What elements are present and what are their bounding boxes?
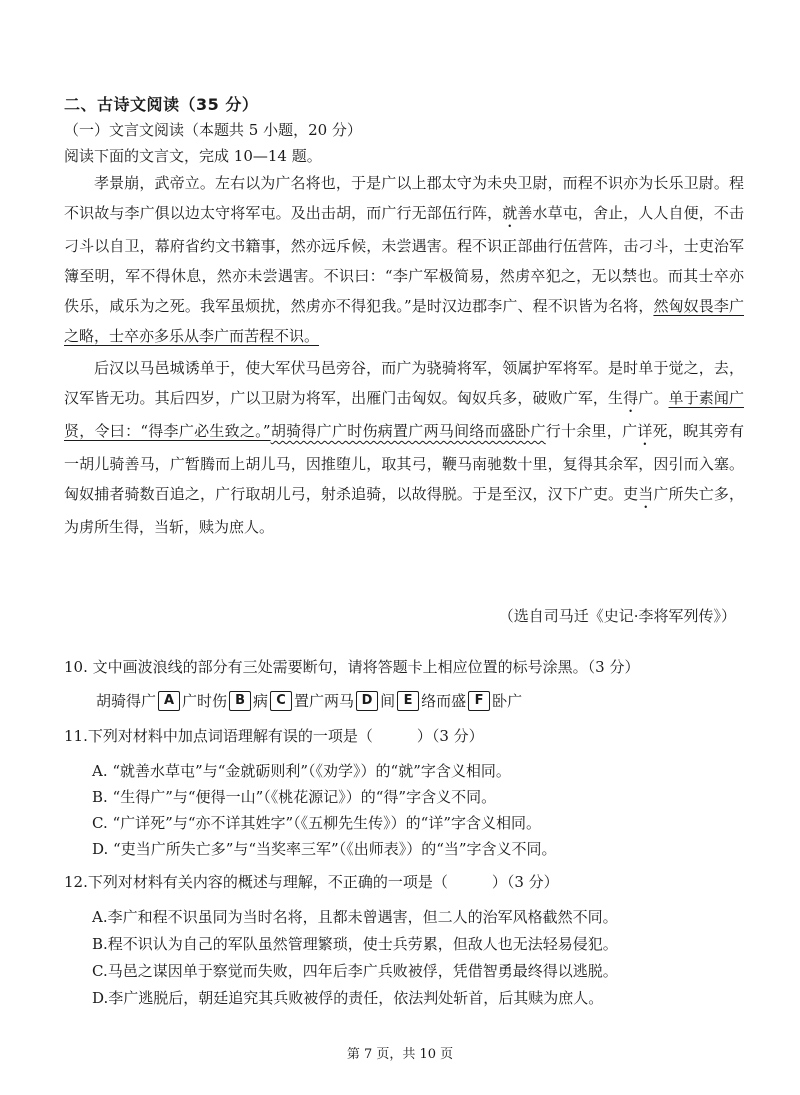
passage-paragraph-2	[64, 353, 744, 542]
q11-option-a[interactable]: A. “就善水草屯”与“金就砺则利”（《劝学》）的“就”字含义相同。	[92, 762, 511, 780]
page-footer: 第 7 页，共 10 页	[346, 1047, 454, 1062]
segment-text: 卧广	[492, 692, 523, 710]
question-12-stem	[64, 871, 559, 892]
break-box-f[interactable]: F	[468, 691, 490, 711]
passage-text: 广。	[638, 389, 669, 407]
break-box-c[interactable]: C	[270, 691, 292, 711]
question-10-sentence-row	[96, 690, 522, 711]
passage-text: 善水草屯，舍止，人人自便，不击刁斗以自卫，幕府省约文书籍事，然亦远斥候，未尝遇害。程不识正部曲行伍营阵，击刁斗，士吏治军簿至明，军不得休息，然亦未尝遇害。不识曰：“李广军极简易，然虏卒犯之，无以禁也。而其士卒亦佚乐，咸乐为之死。我军虽烦扰，然虏亦不得犯我。”是时汉边郡李广、程不识皆为名将，	[64, 204, 744, 315]
segment-text: 病	[253, 692, 269, 710]
segment-text: 间	[380, 692, 396, 710]
passage-text: 广所失亡多，为虏所生得，当斩，赎为庶人。	[64, 485, 744, 536]
section-title: 二、古诗文阅读（35 分）	[64, 95, 259, 114]
q12-option-c[interactable]: C.马邑之谋因单于察觉而失败，四年后李广兵败被俘，凭借智勇最终得以逃脱。	[92, 962, 618, 980]
passage-text: 后汉以马邑城诱单于，使大军伏马邑旁谷，而广为骁骑将军，领属护军将军。是时单于觉之，去，汉军皆无功。其后四岁，广以卫尉为将军，出雁门击匈奴。匈奴兵多，破败广军，生	[64, 359, 744, 407]
passage-source: （选自司马迁《史记·李将军列传》）	[498, 607, 736, 625]
underlined-sentence-1: 然匈奴畏李广之略，士卒亦多乐从李广而苦程不识。	[64, 297, 744, 345]
dotted-word-de: 得	[623, 389, 639, 407]
sub-title: （一）文言文阅读（本题共 5 小题，20 分）	[64, 121, 362, 139]
question-10-stem: 10. 文中画波浪线的部分有三处需要断句，请将答题卡上相应位置的标号涂黑。（3 分）	[64, 658, 640, 676]
break-box-b[interactable]: B	[229, 691, 251, 711]
stem-text: 12.下列对材料有关内容的概述与理解，不正确的一项是（	[64, 873, 448, 891]
q11-option-b[interactable]: B. “生得广”与“便得一山”（《桃花源记》）的“得”字含义不同。	[92, 788, 497, 806]
wavy-underlined-segment: 胡骑得广广时伤病置广两马间络而盛卧广	[270, 422, 546, 440]
break-box-a[interactable]: A	[158, 691, 180, 711]
q12-option-a[interactable]: A.李广和程不识虽同为当时名将，且都未曾遇害，但二人的治军风格截然不同。	[92, 908, 618, 926]
break-box-d[interactable]: D	[356, 691, 378, 711]
stem-text: ）（3 分）	[491, 873, 559, 891]
break-box-e[interactable]: E	[397, 691, 419, 711]
q12-option-d[interactable]: D.李广逃脱后，朝廷追究其兵败被俘的责任，依法判处斩首，后其赎为庶人。	[92, 989, 604, 1007]
dotted-word-xiang: 详	[637, 422, 653, 440]
passage-text: 死，睨其旁有一胡儿骑善马，广暂腾而上胡儿马，因推堕儿，取其弓，鞭马南驰数十里，复得其余军，因引而入塞。匈奴捕者骑数百追之，广行取胡儿弓，射杀追骑，以故得脱。于是至汉，汉下广吏。吏	[64, 422, 744, 503]
passage-paragraph-1	[64, 168, 744, 351]
instruction: 阅读下面的文言文，完成 10—14 题。	[64, 147, 322, 165]
segment-text: 胡骑得广	[96, 692, 157, 710]
question-11-stem	[64, 725, 484, 746]
dotted-word-jiu: 就	[502, 204, 518, 222]
stem-text: ）（3 分）	[416, 727, 484, 745]
passage-text: 行十余里，广	[545, 422, 638, 440]
stem-text: 11.下列对材料中加点词语理解有误的一项是（	[64, 727, 373, 745]
q11-option-d[interactable]: D. “吏当广所失亡多”与“当奖率三军”（《出师表》）的“当”字含义不同。	[92, 840, 557, 858]
segment-text: 广时伤	[182, 692, 228, 710]
dotted-word-dang: 当	[638, 485, 654, 503]
q11-option-c[interactable]: C. “广详死”与“亦不详其姓字”（《五柳先生传》）的“详”字含义相同。	[92, 814, 541, 832]
segment-text: 络而盛	[421, 692, 467, 710]
underlined-sentence-2: 单于素闻广贤，令曰：“得李广必生致之。”	[64, 389, 744, 440]
classical-passage	[64, 168, 744, 542]
q12-option-b[interactable]: B.程不识认为自己的军队虽然管理繁琐，使士兵劳累，但敌人也无法轻易侵犯。	[92, 935, 618, 953]
passage-text: 孝景崩，武帝立。左右以为广名将也，于是广以上郡太守为未央卫尉，而程不识亦为长乐卫尉。程不识故与李广俱以边太守将军屯。及出击胡，而广行无部伍行阵，	[64, 174, 744, 222]
segment-text: 置广两马	[294, 692, 355, 710]
